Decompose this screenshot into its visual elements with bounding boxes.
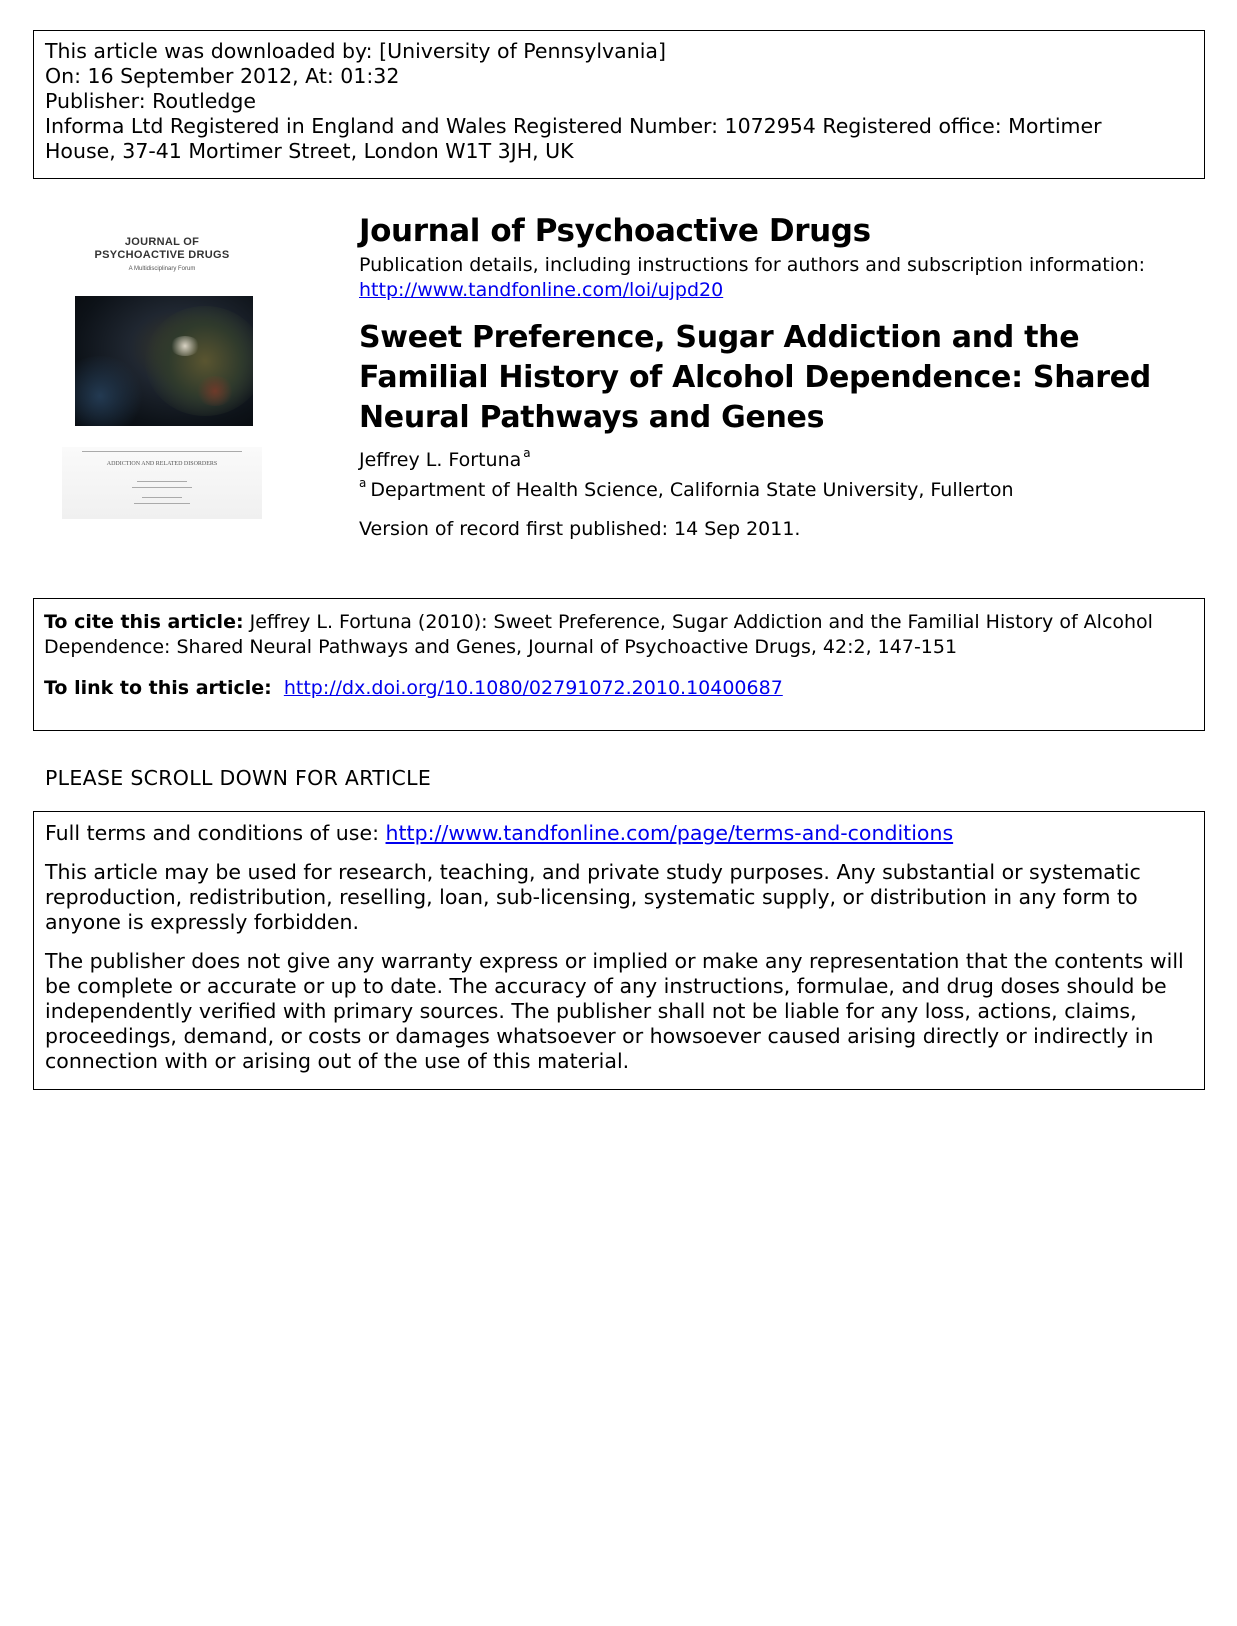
article-link-row	[44, 676, 1194, 701]
citation-box	[33, 598, 1205, 731]
journal-cover-image	[62, 222, 262, 522]
download-notice-line: Informa Ltd Registered in England and Wales Registered Number: 1072954 Registered office: Mortimer	[45, 114, 1102, 138]
cover-band	[62, 447, 262, 519]
journal-url-row	[359, 279, 723, 301]
article-title: Sweet Preference, Sugar Addiction and the Familial History of Alcohol Dependence: Shared Neural Pathways and Genes	[359, 320, 1151, 435]
terms-paragraph: This article may be used for research, teaching, and private study purposes. Any substantial or systematic reproduction, redistribution, reselling, loan, sub-licensing, systematic supply, or distribution in any form to anyone is expressly forbidden.	[45, 860, 1141, 934]
download-notice-line: Publisher: Routledge	[45, 89, 257, 113]
affiliation-superscript: a	[359, 476, 367, 490]
terms-box	[33, 811, 1205, 1090]
article-link-label: To link to this article:	[44, 677, 272, 699]
terms-paragraph: The publisher does not give any warranty express or implied or make any representation that the contents will be complete or accurate or up to date. The accuracy of any instructions, formulae, and drug doses should be independently verified with primary sources. The publisher shall not be liable for any loss, actions, claims, proceedings, demand, or costs or damages whatsoever or howsoever caused arising directly or indirectly in connection with or arising out of the use of this material.	[45, 949, 1184, 1073]
download-notice-line: On: 16 September 2012, At: 01:32	[45, 64, 400, 88]
cite-label: To cite this article:	[44, 611, 244, 633]
cover-divider	[82, 451, 242, 452]
version-of-record: Version of record first published: 14 Sep 2011.	[359, 518, 801, 540]
download-notice-line: This article was downloaded by: [University of Pennsylvania]	[45, 39, 666, 63]
cover-divider	[142, 497, 182, 498]
cover-title-line: JOURNAL OF	[124, 236, 200, 248]
download-notice-line: House, 37-41 Mortimer Street, London W1T 3JH, UK	[45, 139, 574, 163]
cover-title-line: PSYCHOACTIVE DRUGS	[94, 249, 230, 261]
scroll-down-note: PLEASE SCROLL DOWN FOR ARTICLE	[45, 766, 432, 790]
cover-divider	[134, 503, 190, 504]
terms-label: Full terms and conditions of use:	[45, 821, 379, 845]
cover-divider	[137, 481, 187, 482]
publication-details: Publication details, including instructions for authors and subscription information:	[359, 254, 1146, 276]
cite-text: Jeffrey L. Fortuna (2010): Sweet Preference, Sugar Addiction and the Familial History of Alcohol Dependence: Shared Neural Pathways and Genes, Journal of Psychoactive Drugs, 42:2, 147-151	[44, 611, 1153, 658]
terms-link[interactable]: http://www.tandfonline.com/page/terms-and-conditions	[385, 821, 954, 845]
cite-row	[44, 610, 1194, 660]
author-name: Jeffrey L. Fortuna	[359, 449, 522, 471]
journal-link[interactable]: http://www.tandfonline.com/loi/ujpd20	[359, 279, 724, 301]
author-superscript: a	[523, 446, 531, 460]
affiliation-text: Department of Health Science, California State University, Fullerton	[370, 479, 1014, 501]
journal-title: Journal of Psychoactive Drugs	[359, 213, 871, 249]
cover-subtitle: A Multidisciplinary Forum	[128, 266, 196, 272]
download-notice-box	[33, 30, 1205, 179]
cover-divider	[132, 487, 192, 488]
author-row	[359, 446, 531, 471]
affiliation-row	[359, 476, 1014, 501]
cover-band-text: ADDICTION AND RELATED DISORDERS	[106, 461, 218, 467]
terms-row	[45, 821, 1193, 846]
article-doi-link[interactable]: http://dx.doi.org/10.1080/02791072.2010.10400687	[283, 677, 783, 699]
cover-artwork	[75, 296, 253, 426]
